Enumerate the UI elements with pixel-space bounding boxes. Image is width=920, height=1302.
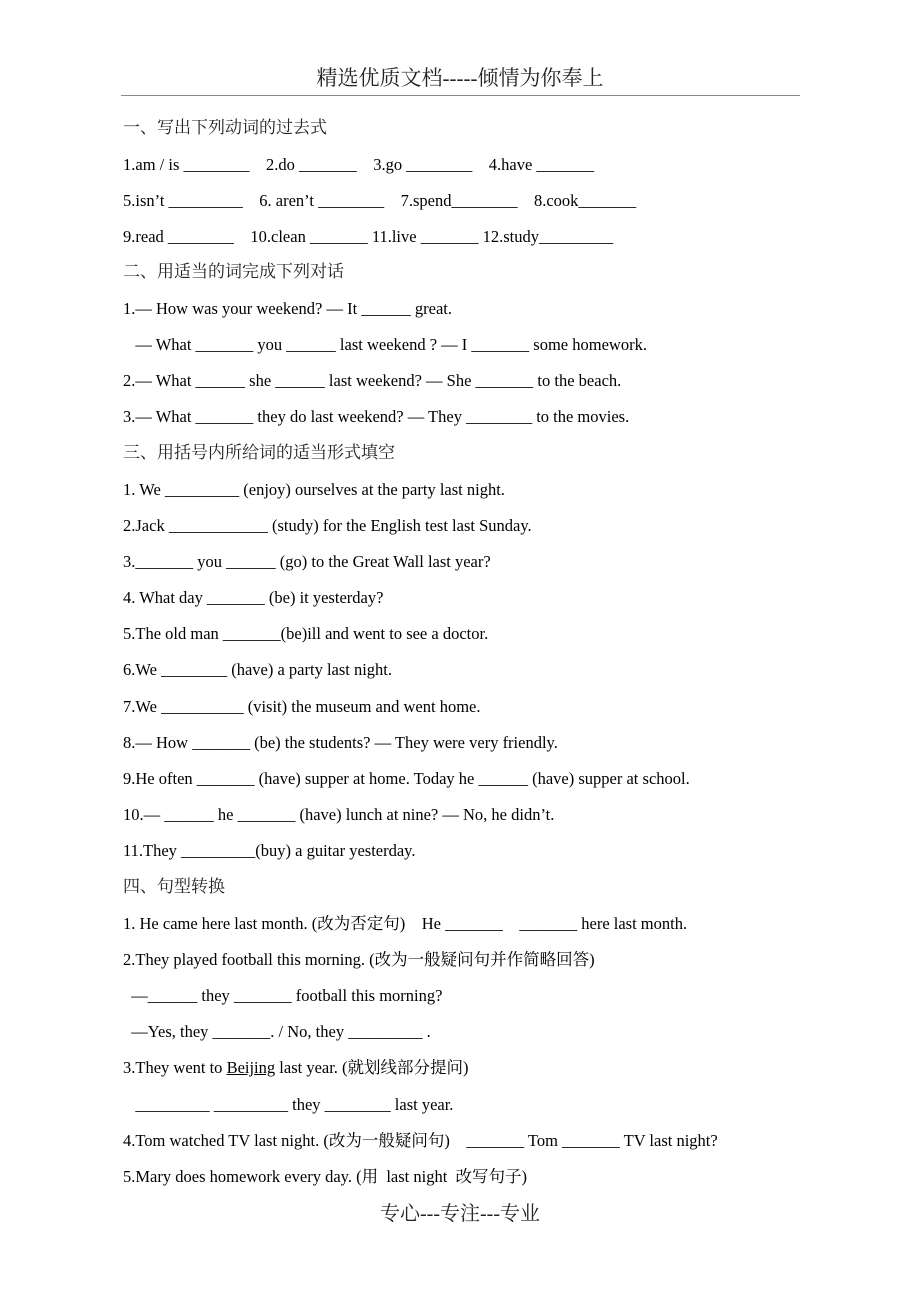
- exercise-line: —Yes, they _______. / No, they _________ .: [123, 1022, 431, 1041]
- exercise-line: 5.The old man _______(be)ill and went to see a doctor.: [123, 624, 489, 643]
- exercise-line: 1.am / is ________ 2.do _______ 3.go ________ 4.have _______: [123, 155, 595, 174]
- exercise-line: 11.They _________(buy) a guitar yesterday.: [123, 841, 416, 860]
- exercise-line: — What _______ you ______ last weekend ? — I _______ some homework.: [123, 335, 647, 354]
- exercise-line: 8.— How _______ (be) the students? — They were very friendly.: [123, 733, 558, 752]
- exercise-line: 9.He often _______ (have) supper at home. Today he ______ (have) supper at school.: [123, 769, 690, 788]
- exercise-line: 5.isn’t _________ 6. aren’t ________ 7.spend________ 8.cook_______: [123, 191, 637, 210]
- page-header-title: 精选优质文档-----倾情为你奉上: [316, 66, 604, 90]
- exercise-line: 1. We _________ (enjoy) ourselves at the party last night.: [123, 480, 505, 499]
- exercise-line: [123, 1058, 469, 1078]
- exercise-line: 9.read ________ 10.clean _______ 11.live _______ 12.study_________: [123, 227, 614, 246]
- section-heading-4: 四、句型转换: [123, 877, 225, 896]
- underlined-word: Beijing: [226, 1058, 276, 1077]
- exercise-line: 2.Jack ____________ (study) for the English test last Sunday.: [123, 516, 532, 535]
- exercise-line: 5.Mary does homework every day. (用 last night 改写句子): [123, 1167, 528, 1186]
- exercise-line: 3.— What _______ they do last weekend? — They ________ to the movies.: [123, 407, 630, 426]
- page-footer: 专心---专注---专业: [380, 1203, 540, 1225]
- exercise-line: 7.We __________ (visit) the museum and went home.: [123, 697, 481, 716]
- section-heading-2: 二、用适当的词完成下列对话: [123, 262, 344, 281]
- line-text: last year. (就划线部分提问): [275, 1058, 469, 1077]
- exercise-line: 4. What day _______ (be) it yesterday?: [123, 588, 384, 607]
- exercise-line: 3._______ you ______ (go) to the Great Wall last year?: [123, 552, 491, 571]
- exercise-line: _________ _________ they ________ last year.: [123, 1095, 454, 1114]
- section-heading-1: 一、写出下列动词的过去式: [123, 118, 327, 137]
- line-text: 3.They went to: [123, 1058, 227, 1077]
- section-heading-3: 三、用括号内所给词的适当形式填空: [123, 443, 395, 462]
- header-divider: [121, 95, 800, 96]
- exercise-line: 1.— How was your weekend? — It ______ great.: [123, 299, 453, 318]
- exercise-line: —______ they _______ football this morning?: [123, 986, 443, 1005]
- exercise-line: 4.Tom watched TV last night. (改为一般疑问句) _______ Tom _______ TV last night?: [123, 1131, 718, 1150]
- exercise-line: 2.They played football this morning. (改为一般疑问句并作简略回答): [123, 950, 595, 969]
- exercise-line: 2.— What ______ she ______ last weekend? — She _______ to the beach.: [123, 371, 622, 390]
- exercise-line: 6.We ________ (have) a party last night.: [123, 660, 393, 679]
- exercise-line: 1. He came here last month. (改为否定句) He _______ _______ here last month.: [123, 914, 688, 933]
- exercise-line: 10.— ______ he _______ (have) lunch at nine? — No, he didn’t.: [123, 805, 555, 824]
